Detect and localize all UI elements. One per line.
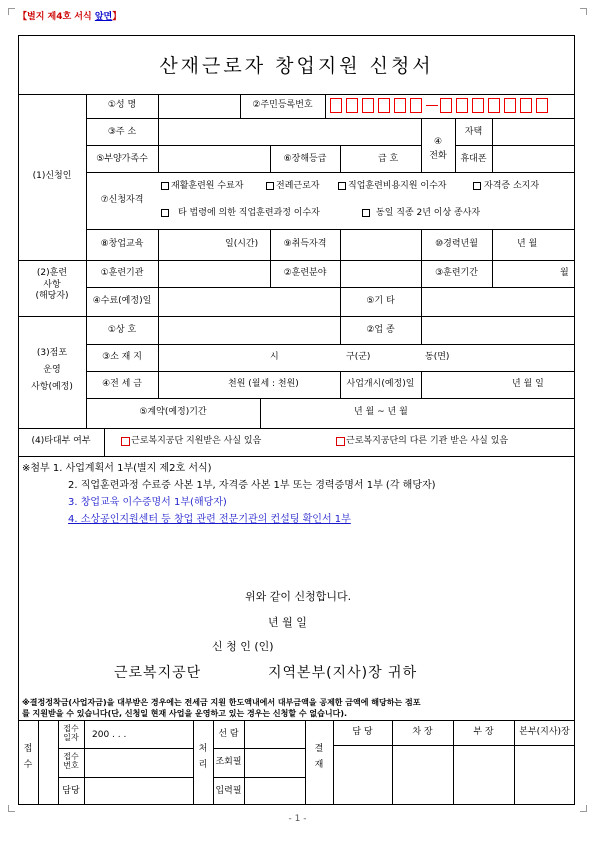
receipt-date-value: 200 . . . bbox=[92, 730, 127, 740]
training-inst-input[interactable] bbox=[159, 261, 269, 286]
phone-mobile-input[interactable] bbox=[493, 146, 574, 171]
receipt-person-label: 담당 bbox=[62, 786, 80, 796]
attachment-2: 2. 직업훈련과정 수료증 사본 1부, 자격증 사본 1부 또는 경력증명서 1부 (각 해당자) bbox=[68, 480, 436, 491]
phone-label: ④ 전화 bbox=[429, 137, 447, 161]
rrn-input[interactable] bbox=[330, 98, 574, 116]
name-label: ①성 명 bbox=[107, 100, 137, 110]
phone-mobile-label: 휴대폰 bbox=[460, 154, 487, 164]
qual-checkbox-5[interactable] bbox=[161, 209, 169, 217]
org-name: 근로복지공단 bbox=[114, 665, 202, 681]
process-label: 처 리 bbox=[198, 744, 208, 771]
disability-unit: 급 호 bbox=[378, 154, 399, 164]
receipt-date-label: 접수 일자 bbox=[63, 724, 79, 742]
section-training: (2)훈련 사항 (해당자) bbox=[35, 268, 69, 302]
contract-text: 년 월 ~ 년 월 bbox=[354, 407, 408, 417]
section-applicant: (1)신청인 bbox=[32, 171, 72, 181]
career-label: ⑩경력년월 bbox=[435, 239, 478, 249]
contract-label: ⑤계약(예정)기간 bbox=[139, 407, 207, 417]
address-input[interactable] bbox=[159, 119, 420, 144]
dependents-label: ⑤부양가족수 bbox=[96, 154, 148, 164]
training-period-label: ③훈련기간 bbox=[435, 268, 478, 278]
deposit-text: 천원 (월세 : 천원) bbox=[228, 379, 299, 389]
page-number: - 1 - bbox=[288, 814, 307, 824]
deposit-label: ④전 세 금 bbox=[102, 379, 142, 389]
qual-option-5: 타 법령에 의한 직업훈련과정 이수자 bbox=[178, 208, 320, 218]
receipt-no-input[interactable] bbox=[85, 749, 192, 776]
addressee: 지역본부(지사)장 귀하 bbox=[268, 665, 418, 681]
corner-mark bbox=[580, 8, 587, 15]
qual-option-1: 재활훈련원 수료자 bbox=[171, 181, 244, 191]
qual-checkbox-1[interactable] bbox=[161, 182, 169, 190]
sign-date: 년 월 일 bbox=[268, 616, 307, 629]
qual-option-6: 동일 직종 2년 이상 종사자 bbox=[376, 208, 481, 218]
store-biz-input[interactable] bbox=[422, 317, 574, 343]
form-title: 산재근로자 창업지원 신청서 bbox=[159, 55, 434, 77]
other-loan-option-1: 근로복지공단 지원받은 사실 있음 bbox=[131, 436, 262, 446]
attachment-1: ※첨부 1. 사업계획서 1부(별지 제2호 서식) bbox=[22, 463, 212, 474]
open-date-unit: 년 월 일 bbox=[512, 379, 544, 389]
sign-applicant: 신 청 인 (인) bbox=[212, 640, 274, 653]
dependents-input[interactable] bbox=[159, 146, 269, 171]
qual-checkbox-2[interactable] bbox=[266, 182, 274, 190]
qualification-label: ⑦신청자격 bbox=[100, 195, 144, 205]
qual-checkbox-3[interactable] bbox=[338, 182, 346, 190]
other-loan-checkbox-1[interactable] bbox=[121, 437, 130, 446]
receipt-label: 접 수 bbox=[23, 744, 33, 771]
phone-home-label: 자택 bbox=[464, 127, 483, 137]
corner-mark bbox=[8, 805, 15, 812]
approval-col-1: 담 당 bbox=[352, 727, 373, 737]
process-row-2: 조회필 bbox=[215, 757, 242, 767]
approval-col-3: 부 장 bbox=[473, 727, 494, 737]
edu-label: ⑧창업교육 bbox=[100, 239, 144, 249]
form-number-prefix: 【별지 제4호 서식 bbox=[18, 12, 95, 22]
edu-unit: 일(시간) bbox=[225, 239, 259, 249]
training-inst-label: ①훈련기관 bbox=[100, 268, 144, 278]
attachment-3: 3. 창업교육 이수증명서 1부(해당자) bbox=[68, 497, 227, 508]
training-period-unit: 월 bbox=[560, 268, 569, 278]
store-biz-label: ②업 종 bbox=[366, 325, 395, 335]
notice-line-2: 를 지원받을 수 있습니다(단, 신청일 현재 사업을 운영하고 있는 경우는 신청할 수 없습니다). bbox=[22, 709, 348, 718]
other-loan-checkbox-2[interactable] bbox=[336, 437, 345, 446]
phone-home-input[interactable] bbox=[493, 119, 574, 144]
front-page-link[interactable]: 앞면 bbox=[94, 12, 113, 22]
store-loc-district: 구(군) bbox=[346, 352, 371, 362]
qual-option-3: 직업훈련비용지원 이수자 bbox=[348, 181, 447, 191]
address-label: ③주 소 bbox=[107, 127, 137, 137]
form-number-suffix: 】 bbox=[112, 12, 122, 22]
other-loan-label: (4)타대부 여부 bbox=[31, 436, 91, 446]
store-name-input[interactable] bbox=[159, 317, 339, 343]
name-input[interactable] bbox=[159, 95, 239, 117]
process-row-1: 선 람 bbox=[218, 729, 239, 739]
rrn-label: ②주민등록번호 bbox=[252, 100, 313, 110]
training-complete-label: ④수료(예정)일 bbox=[92, 296, 152, 306]
attachment-4: 4. 소상공인지원센터 등 창업 관련 전문기관의 컨설팅 확인서 1부 bbox=[68, 514, 351, 525]
store-name-label: ①상 호 bbox=[107, 325, 137, 335]
approval-label: 결 재 bbox=[314, 744, 324, 771]
training-etc-input[interactable] bbox=[422, 288, 574, 315]
section-store: (3)점포 운영 사항(예정) bbox=[31, 348, 73, 393]
corner-mark bbox=[580, 805, 587, 812]
training-field-label: ②훈련분야 bbox=[283, 268, 327, 278]
training-complete-input[interactable] bbox=[159, 288, 339, 315]
store-loc-city: 시 bbox=[270, 352, 279, 362]
approval-col-4: 본부(지사)장 bbox=[519, 727, 570, 737]
request-statement: 위와 같이 신청합니다. bbox=[245, 590, 352, 603]
training-etc-label: ⑤기 타 bbox=[366, 296, 395, 306]
open-date-label: 사업개시(예정)일 bbox=[346, 379, 415, 389]
license-label: ⑨취득자격 bbox=[283, 239, 327, 249]
qual-option-2: 전례근로자 bbox=[276, 181, 320, 191]
approval-col-2: 차 장 bbox=[412, 727, 433, 737]
qual-option-4: 자격증 소지자 bbox=[484, 181, 540, 191]
qual-checkbox-6[interactable] bbox=[362, 209, 370, 217]
process-row-3: 입력필 bbox=[215, 786, 242, 796]
store-loc-label: ③소 재 지 bbox=[102, 352, 142, 362]
disability-label: ⑥장해등급 bbox=[283, 154, 327, 164]
career-unit: 년 월 bbox=[517, 239, 538, 249]
store-loc-dong: 동(면) bbox=[425, 352, 450, 362]
receipt-no-label: 접수 번호 bbox=[63, 752, 79, 770]
notice-line-1: ※결정정착금(사업자금)을 대부받은 경우에는 전세금 지원 한도액내에서 대부금액을 공제한 금액에 해당하는 점포 bbox=[22, 698, 421, 707]
form-number-header bbox=[18, 9, 121, 22]
other-loan-option-2: 근로복지공단의 다른 기관 받은 사실 있음 bbox=[346, 436, 509, 446]
qual-checkbox-4[interactable] bbox=[473, 182, 481, 190]
license-input[interactable] bbox=[341, 230, 420, 259]
corner-mark bbox=[8, 8, 15, 15]
